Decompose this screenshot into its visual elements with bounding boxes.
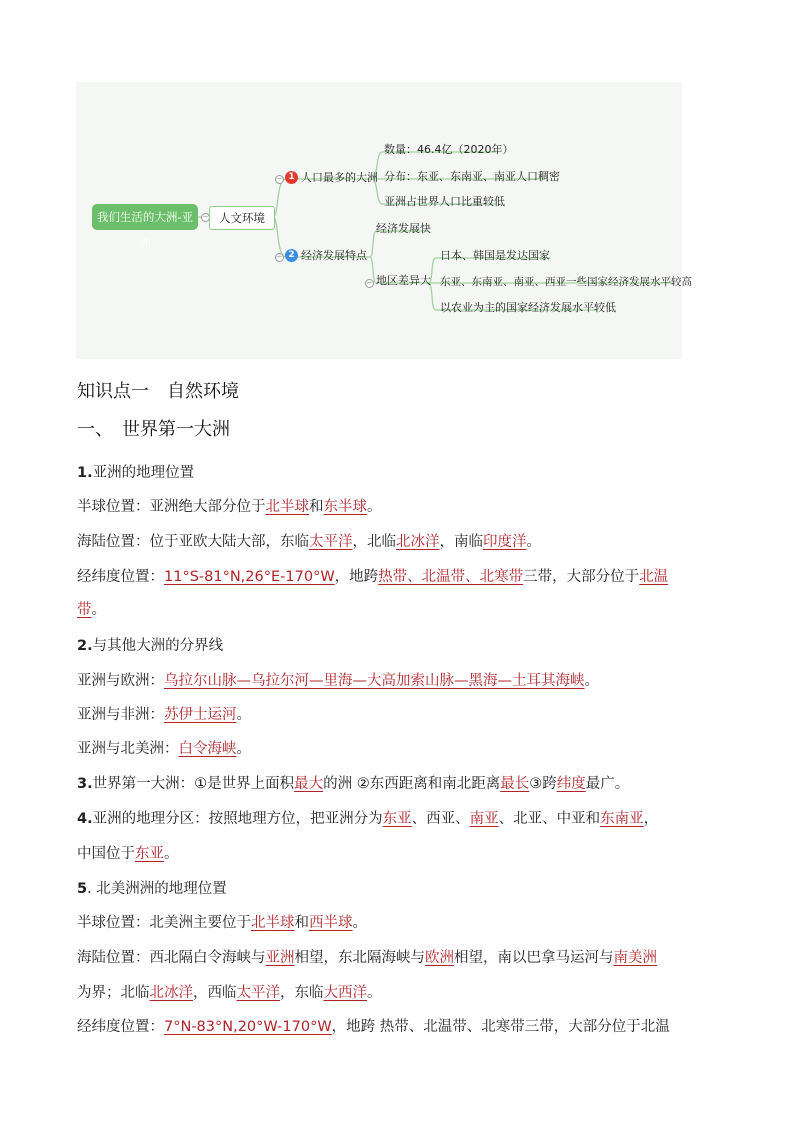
paragraph: 亚洲与非洲：苏伊士运河。 xyxy=(77,707,251,723)
subsection-heading: 一、 世界第一大洲 xyxy=(77,419,230,440)
mind-map-node-population: 人口最多的大洲 xyxy=(301,171,378,184)
paragraph: 3.世界第一大洲：①是世界上面积最大的洲 ②东西距离和南北距离最长③跨纬度最广。 xyxy=(77,776,630,792)
paragraph: 半球位置：亚洲绝大部分位于北半球和东半球。 xyxy=(77,499,382,515)
mind-map-leaf: 以农业为主的国家经济发展水平较低 xyxy=(440,301,616,314)
section-heading: 知识点一 自然环境 xyxy=(77,381,239,402)
paragraph: 海陆位置：西北隔白令海峡与亚洲相望，东北隔海峡与欧洲相望，南以巴拿马运河与南美洲 xyxy=(77,950,657,966)
mind-map-node-human-environment: 人文环境 xyxy=(209,206,275,230)
item-title: 5. 北美洲洲的地理位置 xyxy=(77,881,227,897)
paragraph: 经纬度位置：11°S-81°N,26°E-170°W，地跨热带、北温带、北寒带三带，大部分位于北温 xyxy=(77,569,669,585)
collapse-icon[interactable]: − xyxy=(276,175,283,183)
mind-map-leaf: 数量：46.4亿（2020年） xyxy=(384,143,514,156)
mind-map-node-regional-difference: 地区差异大 xyxy=(376,274,431,287)
mind-map-leaf: 东亚、东南亚、南亚、西亚一些国家经济发展水平较高 xyxy=(440,276,692,288)
paragraph: 亚洲与北美洲：白令海峡。 xyxy=(77,741,251,757)
number-badge-icon: 2 xyxy=(285,249,298,262)
collapse-icon[interactable]: − xyxy=(202,213,209,221)
paragraph: 亚洲与欧洲：乌拉尔山脉—乌拉尔河—里海—大高加索山脉—黑海—土耳其海峡。 xyxy=(77,673,599,689)
paragraph: 为界；北临北冰洋，西临太平洋，东临大西洋。 xyxy=(77,985,382,1001)
mind-map-root: 我们生活的大洲-亚洲 xyxy=(92,204,198,230)
mind-map-leaf: 分布：东亚、东南亚、南亚人口稠密 xyxy=(384,170,560,183)
mind-map-leaf: 亚洲占世界人口比重较低 xyxy=(384,195,505,208)
mind-map-leaf: 日本、韩国是发达国家 xyxy=(440,249,550,262)
collapse-icon[interactable]: − xyxy=(366,279,373,287)
mind-map-leaf: 经济发展快 xyxy=(376,222,431,235)
number-badge-icon: 1 xyxy=(285,171,298,184)
item-title: 1.亚洲的地理位置 xyxy=(77,465,195,481)
item-title: 2.与其他大洲的分界线 xyxy=(77,638,224,654)
paragraph: 经纬度位置：7°N-83°N,20°W-170°W，地跨 热带、北温带、北寒带三带，大部分位于北温 xyxy=(77,1019,670,1035)
paragraph: 海陆位置：位于亚欧大陆大部，东临太平洋，北临北冰洋，南临印度洋。 xyxy=(77,534,541,550)
paragraph: 带。 xyxy=(77,602,106,618)
paragraph: 4.亚洲的地理分区：按照地理方位，把亚洲分为东亚、西亚、南亚、北亚、中亚和东南亚， xyxy=(77,811,659,827)
mind-map xyxy=(76,82,692,359)
collapse-icon[interactable]: − xyxy=(276,253,283,261)
paragraph: 中国位于东亚。 xyxy=(77,846,179,862)
mind-map-node-economy: 经济发展特点 xyxy=(301,249,367,262)
paragraph: 半球位置：北美洲主要位于北半球和西半球。 xyxy=(77,915,367,931)
